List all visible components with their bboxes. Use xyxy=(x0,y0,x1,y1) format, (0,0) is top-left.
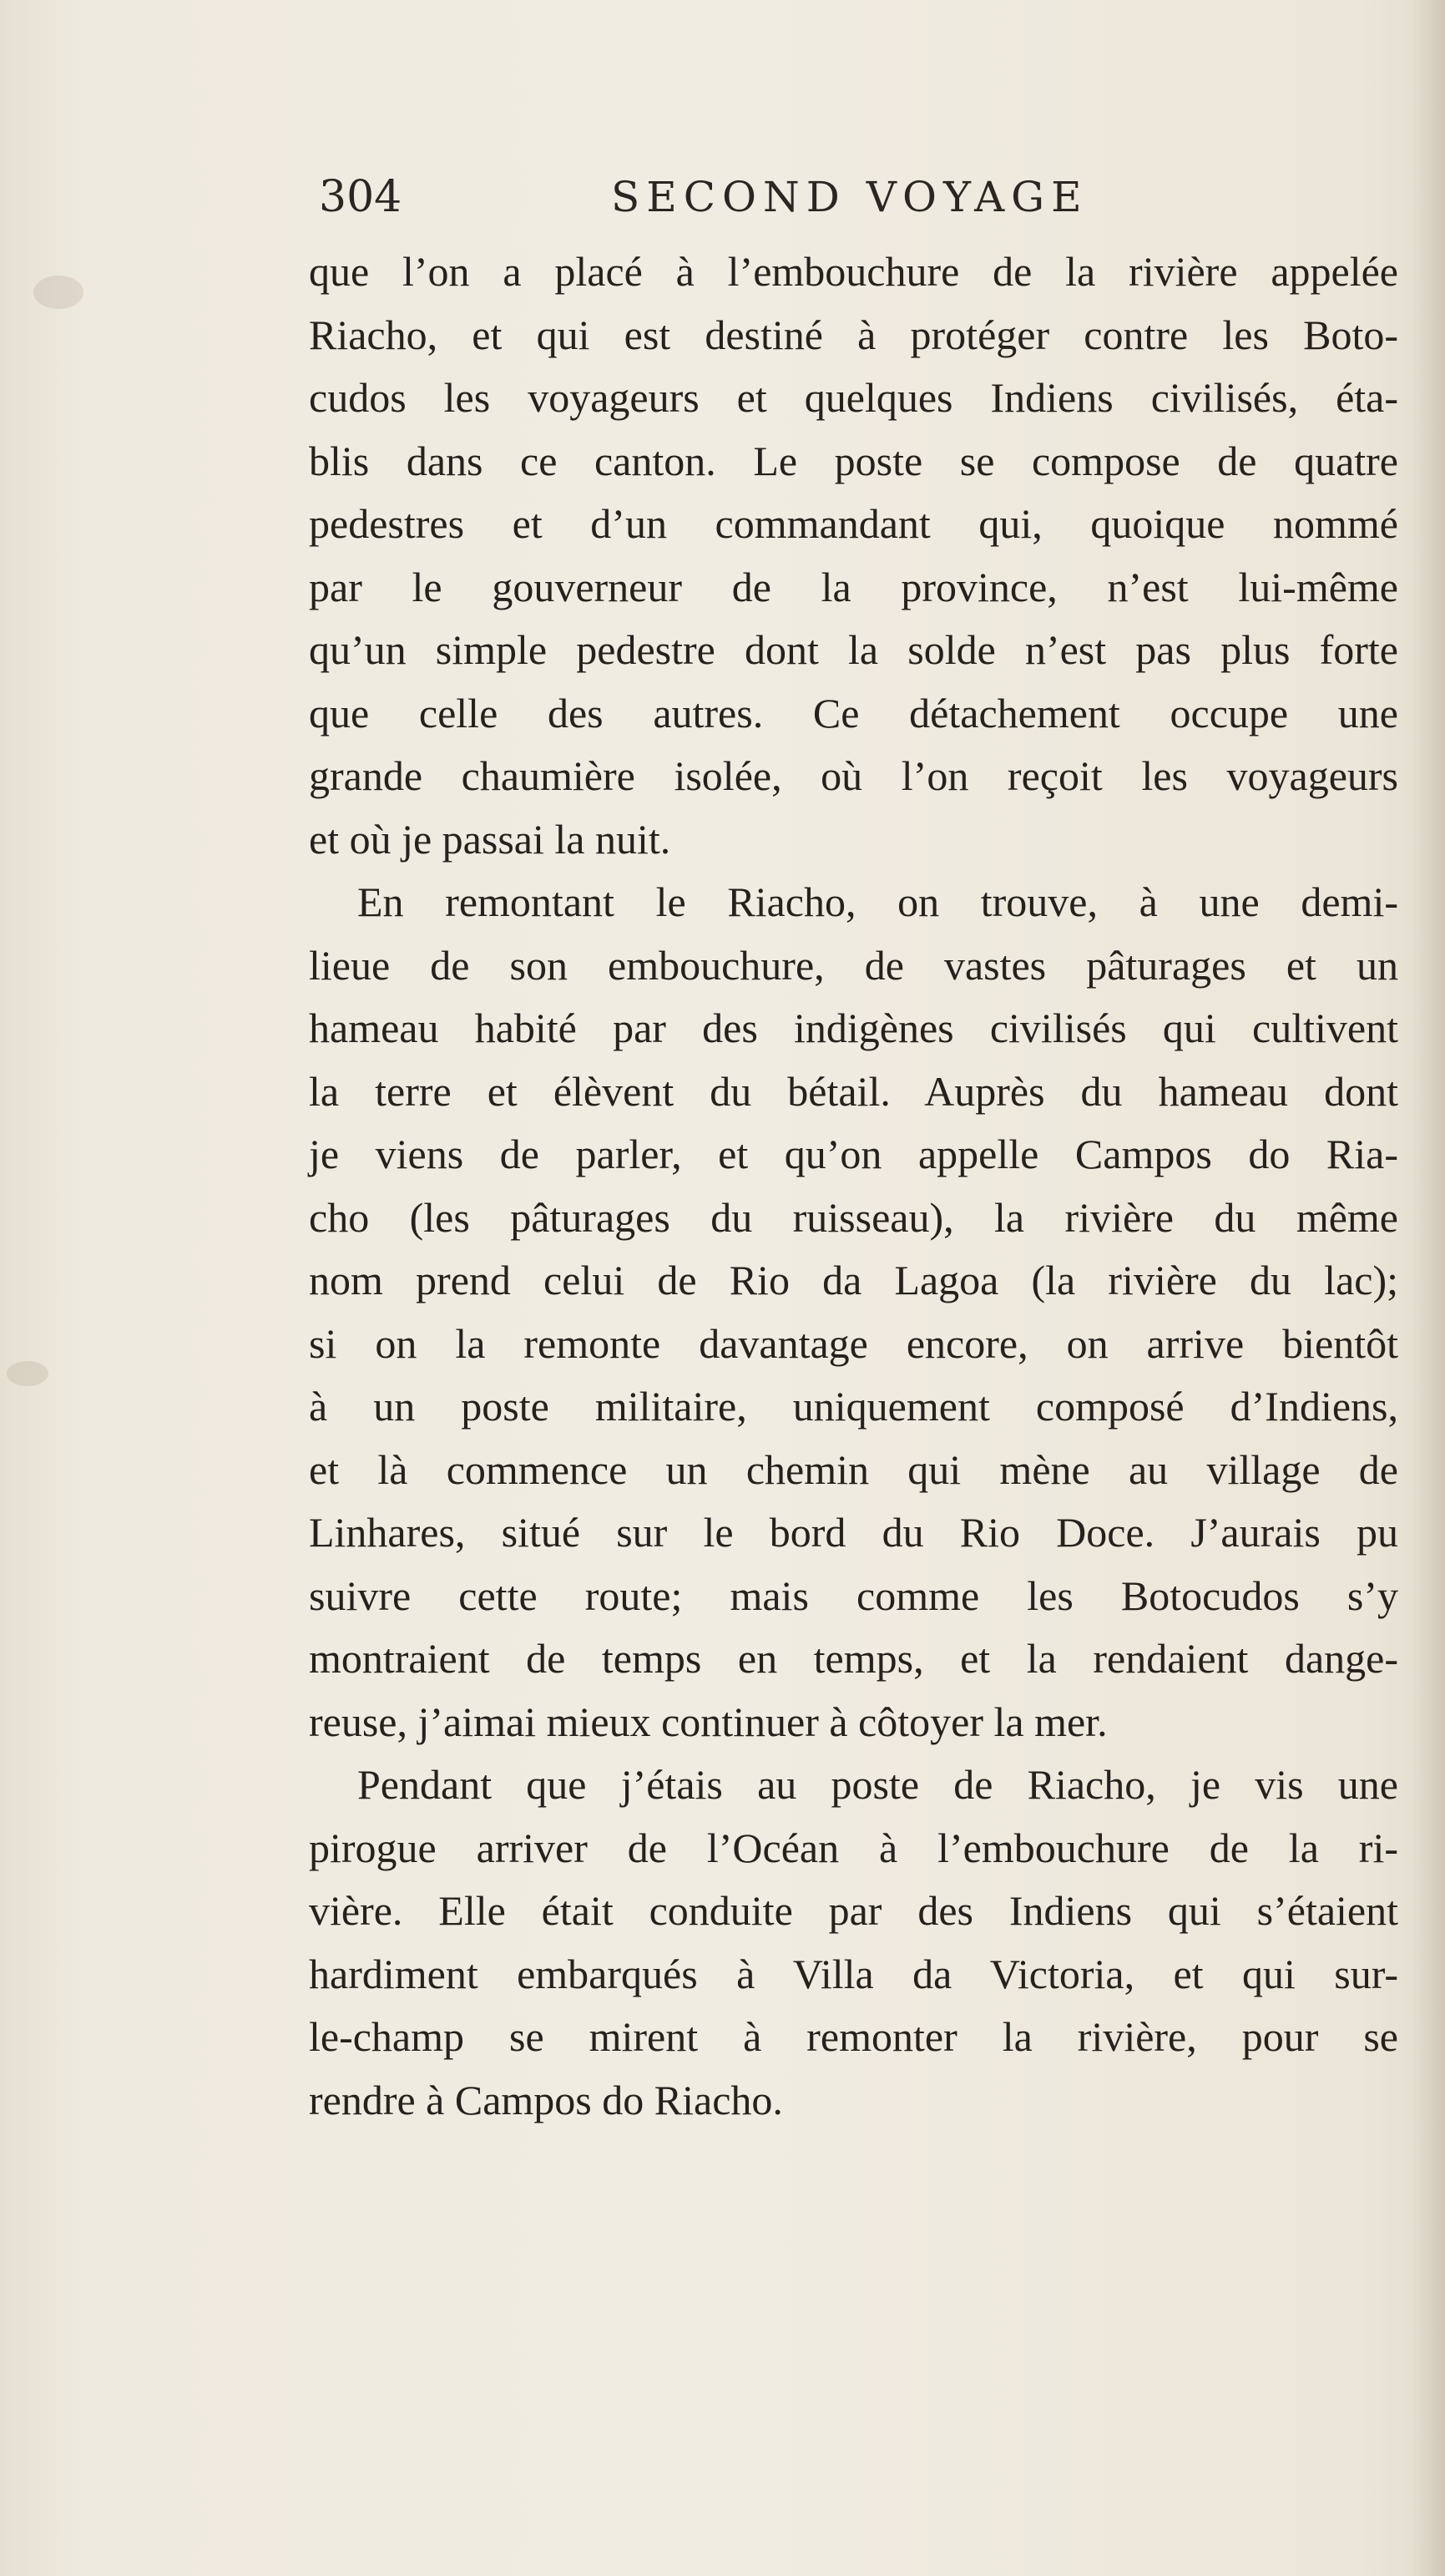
text-line: que celle des autres. Ce détachement occupe une xyxy=(309,689,1398,736)
text-line: et où je passai la nuit. xyxy=(309,815,671,863)
text-line: à un poste militaire, uniquement composé d’Indiens, xyxy=(309,1383,1398,1430)
text-line: lieue de son embouchure, de vastes pâturages et un xyxy=(309,941,1398,989)
page-number: 304 xyxy=(319,172,402,222)
running-header xyxy=(311,164,1137,230)
text-line: le-champ se mirent à remonter la rivière, pour se xyxy=(309,2013,1398,2060)
paper-stain xyxy=(33,276,83,309)
text-line: pirogue arriver de l’Océan à l’embouchure de la ri- xyxy=(309,1824,1398,1871)
text-line: Linhares, situé sur le bord du Rio Doce. J’aurais pu xyxy=(309,1509,1398,1556)
text-line: nom prend celui de Rio da Lagoa (la rivière du lac); xyxy=(309,1257,1398,1303)
text-line: cho (les pâturages du ruisseau), la rivière du même xyxy=(309,1193,1398,1241)
text-line: la terre et élèvent du bétail. Auprès du hameau dont xyxy=(309,1067,1398,1115)
text-line: Riacho, et qui est destiné à protéger contre les Boto- xyxy=(309,311,1398,358)
text-line: cudos les voyageurs et quelques Indiens civilisés, éta- xyxy=(309,374,1398,421)
text-line: montraient de temps en temps, et la rendaient dange- xyxy=(309,1635,1398,1682)
text-line: reuse, j’aimai mieux continuer à côtoyer la mer. xyxy=(309,1698,1108,1745)
body-text xyxy=(309,240,1398,2132)
text-line: rendre à Campos do Riacho. xyxy=(309,2076,783,2123)
paper-stain xyxy=(7,1361,48,1386)
text-line: vière. Elle était conduite par des Indiens qui s’étaient xyxy=(309,1887,1398,1934)
text-line: qu’un simple pedestre dont la solde n’est pas plus forte xyxy=(309,626,1398,673)
text-line: blis dans ce canton. Le poste se compose de quatre xyxy=(309,437,1398,484)
text-line: Pendant que j’étais au poste de Riacho, je vis une xyxy=(357,1761,1398,1808)
text-line: En remontant le Riacho, on trouve, à une demi- xyxy=(357,878,1398,925)
running-title: SECOND VOYAGE xyxy=(611,173,1089,221)
text-line: pedestres et d’un commandant qui, quoique nommé xyxy=(309,500,1398,547)
text-line: si on la remonte davantage encore, on arrive bientôt xyxy=(309,1319,1398,1367)
text-line: et là commence un chemin qui mène au village de xyxy=(309,1445,1398,1493)
text-line: suivre cette route; mais comme les Botocudos s’y xyxy=(309,1571,1398,1619)
text-line: par le gouverneur de la province, n’est lui-même xyxy=(309,563,1398,610)
text-line: je viens de parler, et qu’on appelle Campos do Ria- xyxy=(309,1131,1398,1177)
text-line: grande chaumière isolée, où l’on reçoit les voyageurs xyxy=(309,752,1398,799)
text-line: que l’on a placé à l’embouchure de la rivière appelée xyxy=(309,248,1398,295)
page-edge-shadow xyxy=(1412,0,1445,2576)
text-line: hardiment embarqués à Villa da Victoria, et qui sur- xyxy=(309,1950,1398,1997)
text-line: hameau habité par des indigènes civilisés qui cultivent xyxy=(309,1005,1398,1051)
